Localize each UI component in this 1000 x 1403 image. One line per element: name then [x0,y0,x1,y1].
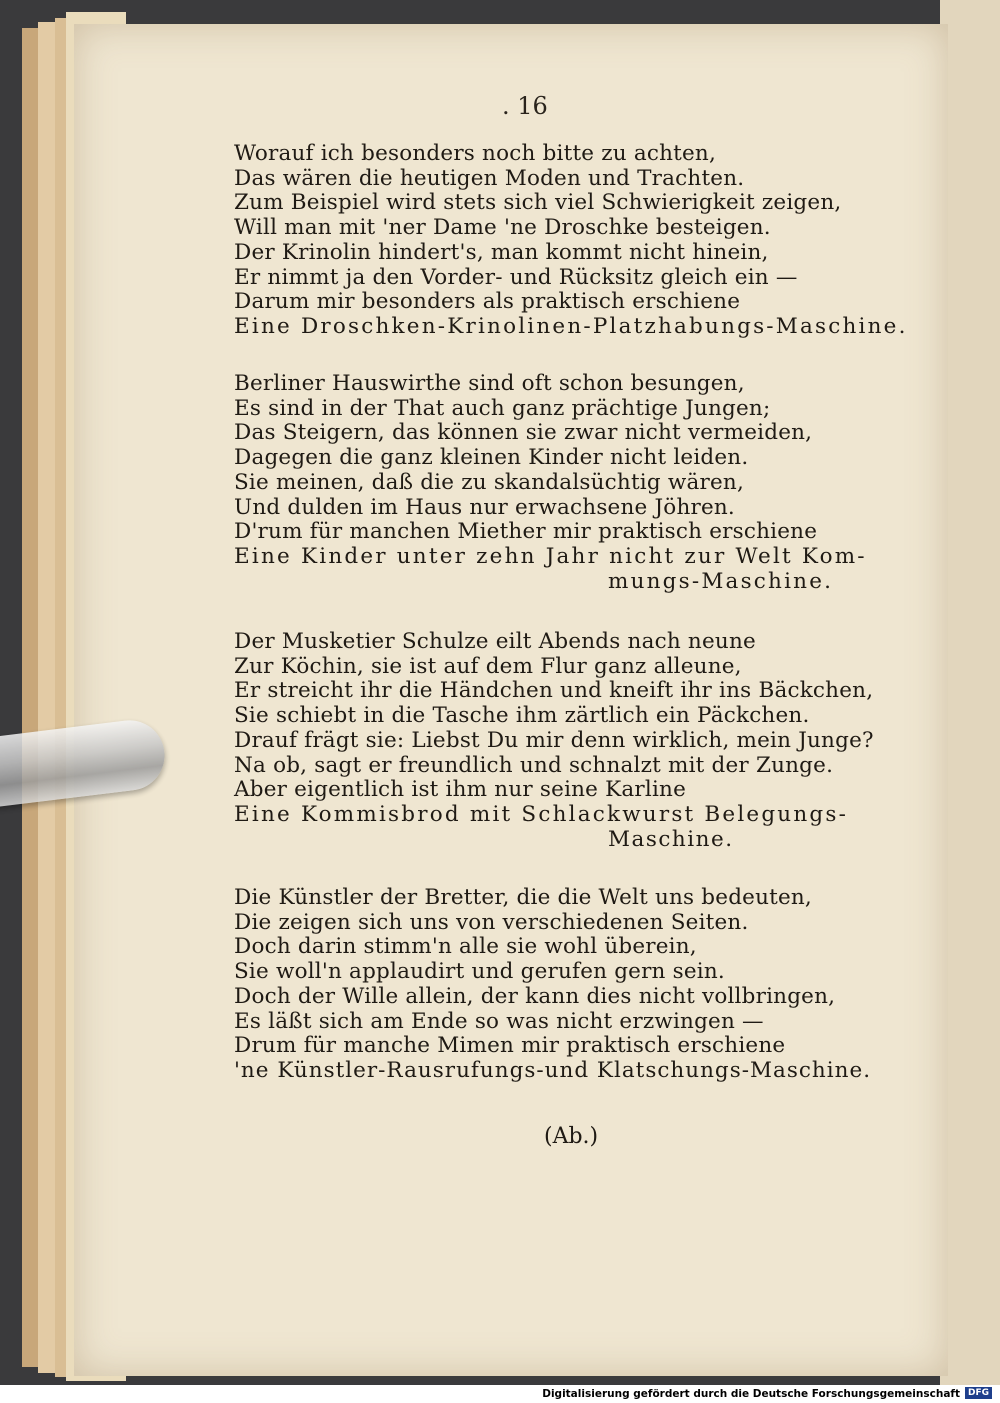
verse-line: Doch darin stimm'n alle sie wohl überein, [234,934,697,960]
stanza-1 [234,142,934,340]
verse-line: Worauf ich besonders noch bitte zu achten, [234,141,717,166]
verse-line: Sie schiebt in die Tasche ihm zärtlich ein Päckchen. [234,703,810,729]
closing-stage-direction: (Ab.) [544,1124,599,1149]
verse-line: Und dulden im Haus nur erwachsene Jöhren. [234,494,735,520]
verse-line: Die Künstler der Bretter, die die Welt uns bedeuten, [234,885,812,910]
book-page [74,24,948,1376]
verse-line: Eine Droschken-Krinolinen-Platzhabungs-Maschine. [234,313,908,339]
verse-line-continuation: Maschine. [608,826,734,852]
funding-credit: Digitalisierung gefördert durch die Deutsche Forschungsgemeinschaft [542,1388,960,1400]
verse-line: Das Steigern, das können sie zwar nicht vermeiden, [234,420,813,446]
stanza-2 [234,372,934,594]
verse-line: Zur Köchin, sie ist auf dem Flur ganz alleune, [234,653,742,679]
stanza-3 [234,630,934,852]
verse-line: Will man mit 'ner Dame 'ne Droschke besteigen. [234,215,771,241]
verse-line: Eine Kommisbrod mit Schlackwurst Belegungs- [234,801,849,827]
verse-line: Die zeigen sich uns von verschiedenen Seiten. [234,909,749,935]
next-page-strip [940,0,1000,1385]
verse-line: Drauf frägt sie: Liebst Du mir denn wirklich, mein Junge? [234,727,874,753]
verse-line: Der Krinolin hindert's, man kommt nicht hinein, [234,239,769,265]
verse-line: Doch der Wille allein, der kann dies nicht vollbringen, [234,983,836,1009]
verse-line: Drum für manche Mimen mir praktisch erschiene [234,1033,786,1059]
verse-line: Er streicht ihr die Händchen und kneift ihr ins Bäckchen, [234,678,874,704]
verse-line: D'rum für manchen Miether mir praktisch erschiene [234,519,818,545]
verse-line: Sie meinen, daß die zu skandalsüchtig wären, [234,469,744,495]
verse-line: Der Musketier Schulze eilt Abends nach neune [234,629,756,654]
verse-line: Es läßt sich am Ende so was nicht erzwingen — [234,1008,764,1034]
stanza-4 [234,886,934,1084]
verse-line: Zum Beispiel wird stets sich viel Schwierigkeit zeigen, [234,190,842,216]
verse-line: Er nimmt ja den Vorder- und Rücksitz gleich ein — [234,264,798,290]
page-number: . 16 [502,92,548,120]
verse-line: Berliner Hauswirthe sind oft schon besungen, [234,371,745,396]
verse-line: Das wären die heutigen Moden und Trachten. [234,165,745,191]
dfg-logo: DFG [965,1387,992,1399]
verse-line: Darum mir besonders als praktisch erschiene [234,289,741,315]
verse-line: Dagegen die ganz kleinen Kinder nicht leiden. [234,445,749,471]
verse-line: 'ne Künstler-Rausrufungs-und Klatschungs-Maschine. [234,1057,872,1083]
verse-line-continuation: mungs-Maschine. [608,568,834,594]
verse-line: Na ob, sagt er freundlich und schnalzt mit der Zunge. [234,752,834,778]
digitization-footer [0,1385,1000,1403]
verse-line: Aber eigentlich ist ihm nur seine Karline [234,777,687,803]
verse-line: Eine Kinder unter zehn Jahr nicht zur Welt Kom- [234,543,867,569]
verse-line: Es sind in der That auch ganz prächtige Jungen; [234,395,771,421]
verse-line: Sie woll'n applaudirt und gerufen gern sein. [234,959,725,985]
